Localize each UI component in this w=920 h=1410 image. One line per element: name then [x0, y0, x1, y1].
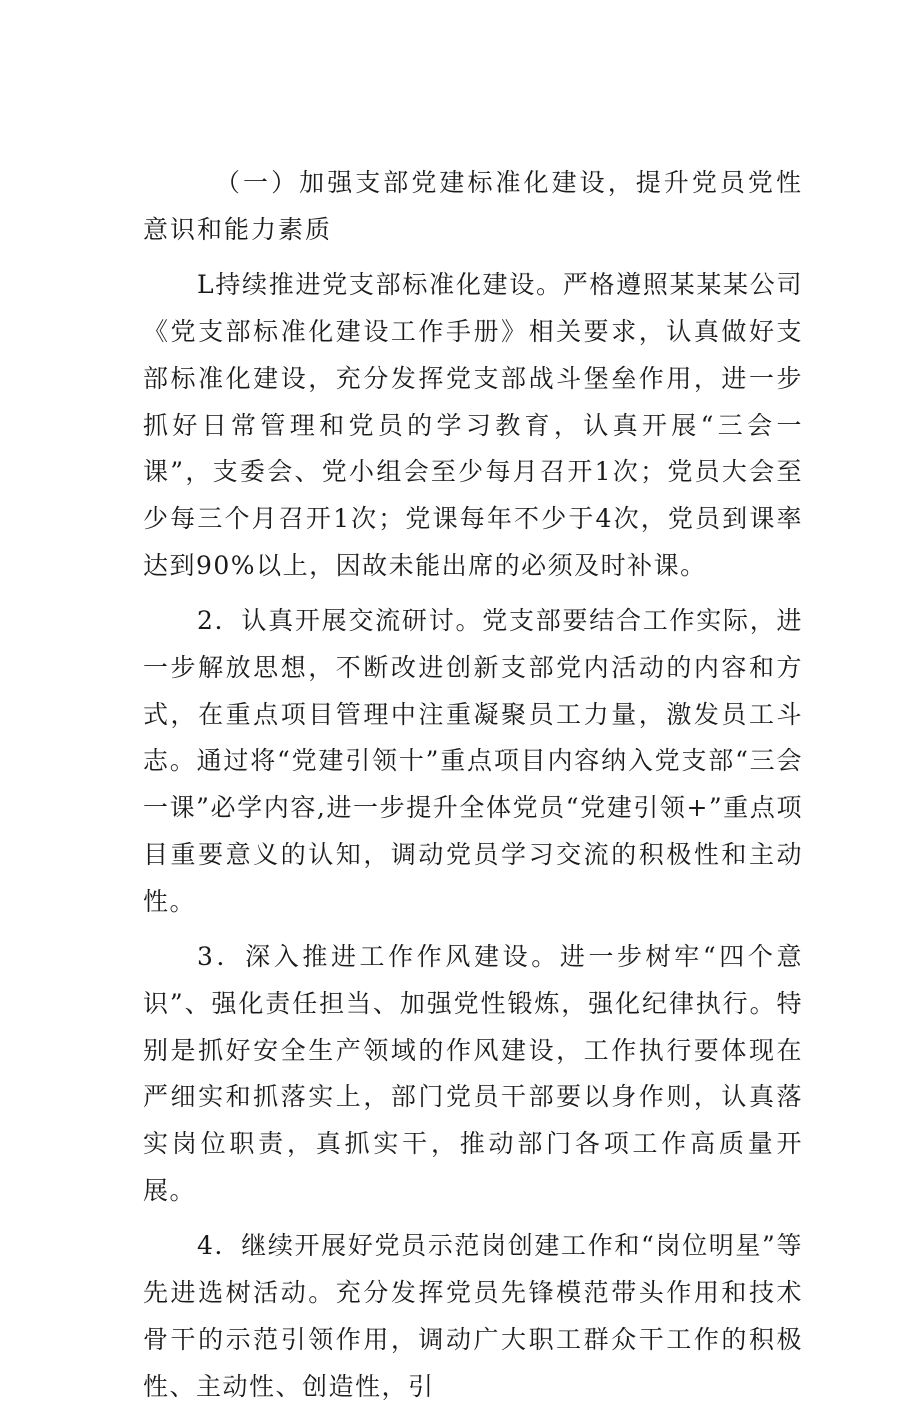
paragraph-3: 3．深入推进工作作风建设。进一步树牢“四个意识”、强化责任担当、加强党性锻炼，强化纪律执行。特别是抓好安全生产领域的作风建设，工作执行要体现在严细实和抓落实上，部门党员干部要以身作则，认真落实岗位职责，真抓实干，推动部门各项工作高质量开展。	[143, 942, 803, 1205]
section-heading: （一）加强支部党建标准化建设，提升党员党性意识和能力素质	[143, 168, 803, 244]
paragraph-1: L持续推进党支部标准化建设。严格遵照某某某公司《党支部标准化建设工作手册》相关要求，认真做好支部标准化建设，充分发挥党支部战斗堡垒作用，进一步抓好日常管理和党员的学习教育，认真开展“三会一课”，支委会、党小组会至少每月召开1次；党员大会至少每三个月召开1次；党课每年不少于4次，党员到课率达到90%以上，因故未能出席的必须及时补课。	[143, 270, 803, 580]
paragraph-2: 2．认真开展交流研讨。党支部要结合工作实际，进一步解放思想，不断改进创新支部党内活动的内容和方式，在重点项目管理中注重凝聚员工力量，激发员工斗志。通过将“党建引领十”重点项目内容纳入党支部“三会一课”必学内容,进一步提升全体党员“党建引领+”重点项目重要意义的认知，调动党员学习交流的积极性和主动性。	[143, 606, 803, 916]
paragraph-4: 4．继续开展好党员示范岗创建工作和“岗位明星”等先进选树活动。充分发挥党员先锋模范带头作用和技术骨干的示范引领作用，调动广大职工群众干工作的积极性、主动性、创造性，引	[143, 1231, 803, 1401]
document-body	[143, 160, 803, 1410]
